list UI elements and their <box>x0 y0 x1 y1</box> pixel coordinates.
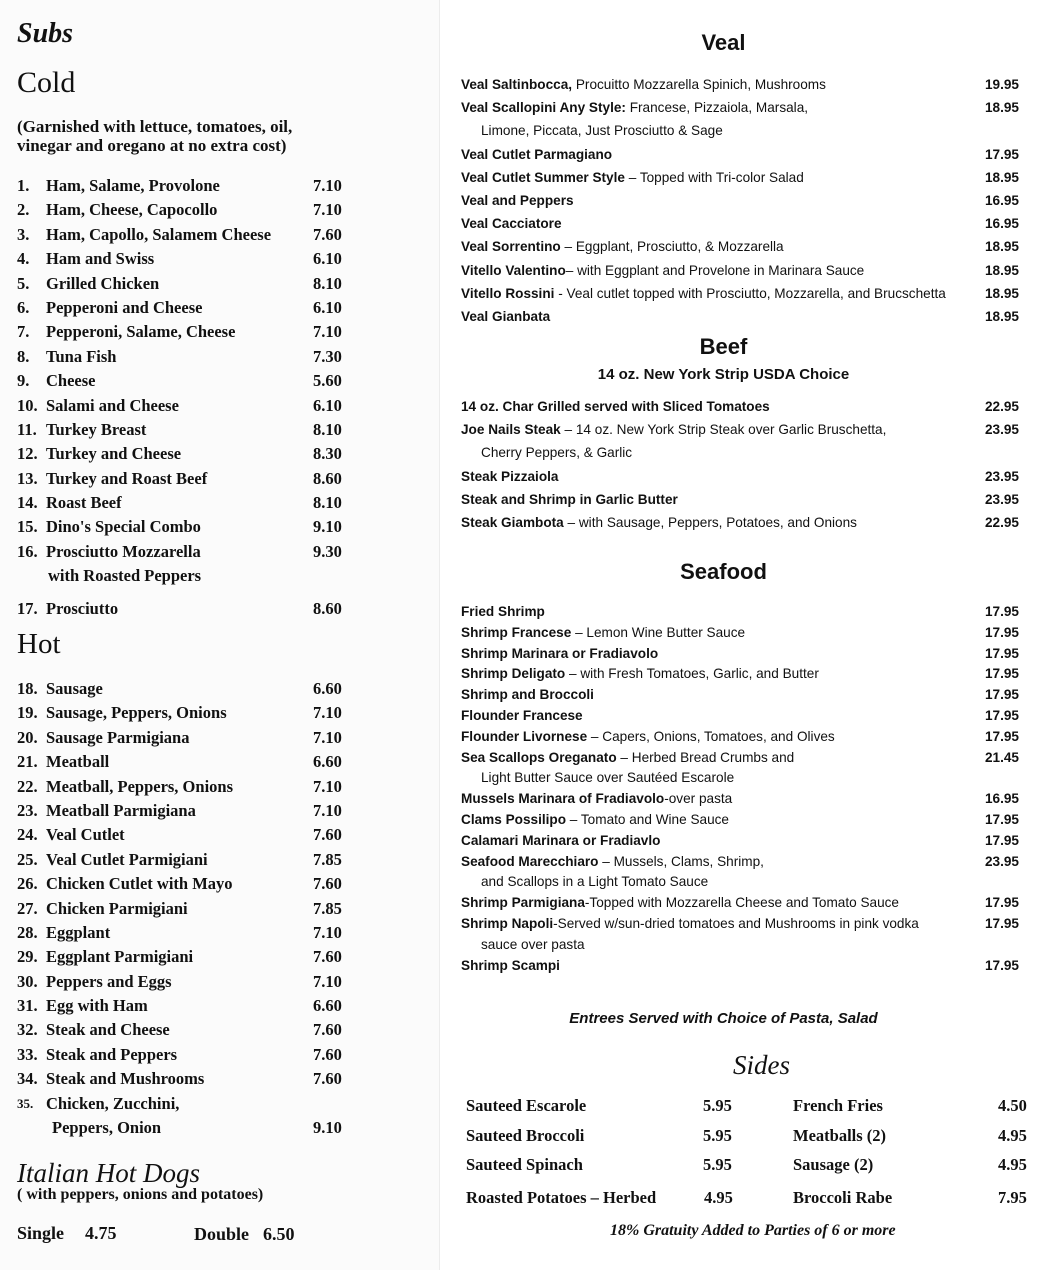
item-price: 7.10 <box>313 176 342 195</box>
item-number: 9. <box>17 371 30 391</box>
dish-name: Shrimp Marinara or Fradiavolo <box>461 645 659 661</box>
item-number: 3. <box>17 224 30 244</box>
menu-row <box>461 685 1041 706</box>
side-name: Sausage (2) <box>793 1155 874 1174</box>
dish-price: 17.95 <box>984 707 1019 723</box>
dish-name: Veal Sorrentino <box>461 239 561 255</box>
side-name: Broccoli Rabe <box>793 1188 893 1207</box>
item-number: 12. <box>17 444 38 464</box>
dish-name: Joe Nails Steak <box>461 422 561 438</box>
item-price: 8.30 <box>313 444 342 464</box>
list-item <box>17 726 357 750</box>
item-price: 7.10 <box>313 971 342 991</box>
menu-row <box>461 810 1041 831</box>
dish-description: – Eggplant, Prosciutto, & Mozzarella <box>560 239 784 255</box>
side-price: 5.95 <box>703 1155 732 1174</box>
item-number: 30. <box>17 971 38 991</box>
list-item <box>17 345 357 369</box>
dish-price: 18.95 <box>984 262 1019 278</box>
dish-name: Shrimp Francese <box>461 624 572 640</box>
veal-title: Veal <box>701 30 746 55</box>
dish-name: Mussels Marinara of Fradiavolo <box>461 791 665 807</box>
item-price: 8.10 <box>313 419 342 439</box>
dish-name: Vitello Rossini <box>461 285 555 301</box>
item-name: Ham, Capollo, Salamem Cheese <box>46 224 272 244</box>
dish-description: – 14 oz. New York Strip Steak over Garlic Bruschetta, <box>560 422 887 438</box>
dish-price: 19.95 <box>984 77 1019 92</box>
item-number: 17. <box>17 599 38 618</box>
list-item <box>17 1067 357 1091</box>
list-item <box>17 775 357 799</box>
item-number: 20. <box>17 727 38 747</box>
dish-price: 18.95 <box>984 309 1019 325</box>
list-item <box>17 945 357 969</box>
dish-price: 17.95 <box>984 811 1019 827</box>
item-name: Ham, Salame, Provolone <box>46 176 220 195</box>
dish-description-cont: Limone, Piccata, Just Prosciutto & Sage <box>481 123 723 139</box>
menu-row <box>461 259 1041 282</box>
hotdog-single-label: Single <box>17 1223 65 1243</box>
item-name: Chicken, Zucchini, <box>46 1094 180 1113</box>
item-name: Pepperoni, Salame, Cheese <box>46 322 236 342</box>
dish-description: - Veal cutlet topped with Prosciutto, Mozzarella, and Brucschetta <box>554 285 946 301</box>
menu-row <box>461 623 1041 644</box>
list-item <box>17 174 357 198</box>
item-price: 7.10 <box>313 727 342 747</box>
dish-name: Shrimp Napoli <box>461 915 554 931</box>
list-item <box>17 1043 357 1067</box>
dish-description: – Capers, Onions, Tomatoes, and Olives <box>587 728 835 744</box>
dish-price: 18.95 <box>984 285 1019 301</box>
menu-row <box>461 282 1041 305</box>
dish-price: 16.95 <box>984 216 1019 232</box>
side-price: 7.95 <box>998 1188 1027 1207</box>
menu-row <box>461 143 1041 166</box>
side-name: Sauteed Broccoli <box>466 1126 585 1145</box>
side-name: Sauteed Escarole <box>466 1096 587 1115</box>
menu-row <box>461 73 1041 96</box>
item-number: 2. <box>17 200 30 220</box>
hotdog-single-price: 4.75 <box>85 1223 117 1243</box>
item-price: 7.60 <box>313 1020 342 1040</box>
dish-name: Veal Cutlet Parmagiano <box>461 146 613 162</box>
dish-name: Steak Giambota <box>461 515 564 531</box>
item-price: 6.10 <box>313 395 342 415</box>
item-name: Eggplant Parmigiani <box>46 947 194 967</box>
item-number: 25. <box>17 849 38 869</box>
item-name: Tuna Fish <box>46 346 117 366</box>
dish-price: 18.95 <box>984 169 1019 185</box>
menu-row <box>461 189 1041 212</box>
list-item <box>17 198 357 222</box>
menu-row <box>461 831 1041 852</box>
dish-name: Shrimp and Broccoli <box>461 687 594 703</box>
list-item <box>17 442 357 466</box>
dish-price: 22.95 <box>984 399 1019 414</box>
item-name: Salami and Cheese <box>46 395 179 415</box>
item-number: 28. <box>17 922 38 942</box>
item-name: Steak and Mushrooms <box>46 1069 205 1089</box>
dish-name: Fried Shrimp <box>461 604 545 619</box>
item-number: 6. <box>17 297 30 317</box>
side-price: 4.95 <box>704 1188 733 1207</box>
menu-row <box>461 914 1041 956</box>
cold-note: (Garnished with lettuce, tomatoes, oil, vinegar and oregano at no extra cost) <box>17 117 293 155</box>
dish-name: Veal Cacciatore <box>461 216 562 232</box>
dish-name: Seafood Marecchiaro <box>461 853 599 869</box>
item-name: Prosciutto Mozzarella <box>46 542 201 561</box>
list-item <box>17 369 357 393</box>
dish-price: 17.95 <box>984 604 1019 619</box>
item-price: 7.60 <box>313 1069 342 1089</box>
item-number: 8. <box>17 346 30 366</box>
item-name: Prosciutto <box>46 599 119 618</box>
item-name: Turkey and Roast Beef <box>46 468 208 488</box>
dish-description: -Served w/sun-dried tomatoes and Mushrooms in pink vodka <box>553 915 919 931</box>
dish-description: – Topped with Tri-color Salad <box>624 169 804 185</box>
dish-name: Shrimp Parmigiana <box>461 895 585 911</box>
list-item <box>17 799 357 823</box>
dish-description: – with Sausage, Peppers, Potatoes, and Onions <box>563 515 857 531</box>
hotdogs-note: ( with peppers, onions and potatoes) <box>17 1186 264 1203</box>
item-price: 7.85 <box>313 898 342 918</box>
side-name: Roasted Potatoes – Herbed <box>466 1188 657 1207</box>
item-price: 8.10 <box>313 273 342 293</box>
list-item <box>17 597 357 621</box>
hot-sub-list <box>17 677 357 1092</box>
dish-price: 23.95 <box>984 468 1019 484</box>
menu-row <box>461 852 1041 894</box>
dish-price: 23.95 <box>984 853 1019 869</box>
dish-price: 22.95 <box>984 515 1019 531</box>
entrees-column <box>441 0 1056 1270</box>
list-item <box>17 750 357 774</box>
menu-row <box>461 727 1041 748</box>
item-name: Roast Beef <box>46 493 122 513</box>
dish-description-cont: Light Butter Sauce over Sautéed Escarole <box>481 770 735 786</box>
entrees-note: Entrees Served with Choice of Pasta, Salad <box>569 1010 878 1027</box>
item-number: 23. <box>17 800 38 820</box>
list-item <box>17 897 357 921</box>
item-number: 1. <box>17 176 30 195</box>
item-number: 31. <box>17 996 38 1016</box>
dish-price: 18.95 <box>984 239 1019 255</box>
dish-name: Veal and Peppers <box>461 193 574 209</box>
item-price: 7.10 <box>313 776 342 796</box>
dish-price: 17.95 <box>984 728 1019 744</box>
list-item <box>17 491 357 515</box>
item-name: Ham and Swiss <box>46 249 155 269</box>
item-price: 7.10 <box>313 703 342 723</box>
list-item <box>17 872 357 896</box>
item-name: Sausage Parmigiana <box>46 727 190 747</box>
menu-row <box>461 166 1041 189</box>
dish-price: 21.45 <box>984 749 1019 765</box>
list-item <box>17 223 357 247</box>
dish-name: Veal Gianbata <box>461 309 551 325</box>
menu-row <box>461 956 1041 977</box>
dish-price: 23.95 <box>984 491 1019 507</box>
item-name: Steak and Cheese <box>46 1020 170 1040</box>
menu-row <box>461 465 1041 488</box>
item-name: Chicken Parmigiani <box>46 898 188 918</box>
item-number: 32. <box>17 1020 38 1040</box>
seafood-title: Seafood <box>680 559 767 584</box>
item-price: 7.60 <box>313 825 342 845</box>
dish-name: Steak and Shrimp in Garlic Butter <box>461 491 678 507</box>
item-number: 29. <box>17 947 38 967</box>
side-price: 4.50 <box>998 1096 1027 1115</box>
dish-name: Vitello Valentino <box>461 262 566 278</box>
veal-list <box>461 73 1041 328</box>
menu-row <box>461 395 1041 418</box>
beef-list <box>461 395 1041 534</box>
dish-price: 17.95 <box>984 687 1019 703</box>
list-item <box>17 515 357 539</box>
item-number: 26. <box>17 874 38 894</box>
item-number: 13. <box>17 468 38 488</box>
dish-description-cont: sauce over pasta <box>481 936 585 952</box>
dish-description: – Tomato and Wine Sauce <box>566 811 729 827</box>
item-number: 35. <box>17 1096 34 1111</box>
list-item <box>17 247 357 271</box>
dish-description-cont: Cherry Peppers, & Garlic <box>481 445 633 461</box>
dish-price: 17.95 <box>984 957 1019 973</box>
dish-price: 16.95 <box>984 193 1019 209</box>
item-price: 6.10 <box>313 297 342 317</box>
item-number: 5. <box>17 273 30 293</box>
item-17 <box>17 597 357 621</box>
menu-row <box>461 789 1041 810</box>
item-price: 5.60 <box>313 371 342 391</box>
item-price: 7.60 <box>313 1044 342 1064</box>
subs-title: Subs <box>17 18 74 49</box>
cold-title: Cold <box>17 66 76 99</box>
menu-row <box>461 235 1041 258</box>
item-name: Chicken Cutlet with Mayo <box>46 874 233 894</box>
dish-description: Procuitto Mozzarella Spinich, Mushrooms <box>572 77 826 92</box>
list-item <box>17 970 357 994</box>
dish-price: 17.95 <box>984 146 1019 162</box>
item-name: Sausage, Peppers, Onions <box>46 703 227 723</box>
subs-column <box>0 0 440 1270</box>
item-number: 21. <box>17 752 38 772</box>
dish-price: 17.95 <box>984 666 1019 682</box>
item-number: 14. <box>17 493 38 513</box>
dish-description: Francese, Pizzaiola, Marsala, <box>625 100 809 116</box>
item-name-cont: with Roasted Peppers <box>48 566 202 585</box>
item-name: Veal Cutlet <box>46 825 125 845</box>
menu-row <box>461 706 1041 727</box>
item-name: Meatball Parmigiana <box>46 800 196 820</box>
menu-row <box>461 418 1041 464</box>
list-item <box>17 418 357 442</box>
list-item <box>17 848 357 872</box>
dish-description: – Herbed Bread Crumbs and <box>616 749 795 765</box>
item-number: 19. <box>17 703 38 723</box>
item-price: 7.60 <box>313 224 342 244</box>
side-name: Meatballs (2) <box>793 1126 887 1145</box>
list-item <box>17 1092 357 1141</box>
item-price: 7.10 <box>313 922 342 942</box>
item-name: Veal Cutlet Parmigiani <box>46 849 208 869</box>
seafood-list <box>461 602 1041 976</box>
list-item <box>17 1018 357 1042</box>
menu-row <box>461 212 1041 235</box>
list-item <box>17 823 357 847</box>
dish-name: Flounder Francese <box>461 707 583 723</box>
item-number: 15. <box>17 517 38 537</box>
item-price: 7.60 <box>313 947 342 967</box>
beef-title: Beef <box>699 334 748 359</box>
item-number: 11. <box>17 419 37 439</box>
item-price: 6.10 <box>313 249 342 269</box>
dish-price: 17.95 <box>984 645 1019 661</box>
dish-price: 17.95 <box>984 895 1019 911</box>
item-price: 7.10 <box>313 200 342 220</box>
menu-row <box>461 488 1041 511</box>
hotdogs-title: Italian Hot Dogs <box>17 1158 201 1188</box>
item-name: Pepperoni and Cheese <box>46 297 203 317</box>
item-price: 8.60 <box>313 599 342 618</box>
dish-price: 17.95 <box>984 915 1019 931</box>
side-price: 4.95 <box>998 1126 1027 1145</box>
gratuity-note: 18% Gratuity Added to Parties of 6 or more <box>610 1222 896 1239</box>
list-item <box>17 296 357 320</box>
menu-row <box>461 748 1041 790</box>
item-price: 8.60 <box>313 468 342 488</box>
dish-price: 18.95 <box>984 100 1019 116</box>
side-name: Sauteed Spinach <box>466 1155 583 1174</box>
list-item <box>17 272 357 296</box>
dish-price: 16.95 <box>984 791 1019 807</box>
item-35 <box>17 1092 357 1141</box>
dish-name: 14 oz. Char Grilled served with Sliced Tomatoes <box>461 399 770 414</box>
item-price: 7.60 <box>313 874 342 894</box>
item-price: 7.85 <box>313 849 342 869</box>
dish-name: Clams Possilipo <box>461 811 567 827</box>
list-item <box>17 994 357 1018</box>
dish-description: – Mussels, Clams, Shrimp, <box>598 853 764 869</box>
item-number: 27. <box>17 898 38 918</box>
item-number: 33. <box>17 1044 38 1064</box>
item-name: Peppers and Eggs <box>46 971 172 991</box>
dish-description-cont: and Scallops in a Light Tomato Sauce <box>481 874 709 890</box>
dish-name: Sea Scallops Oreganato <box>461 749 617 765</box>
item-name: Eggplant <box>46 922 111 942</box>
item-number: 7. <box>17 322 30 342</box>
dish-name: Calamari Marinara or Fradiavlo <box>461 832 661 848</box>
item-price: 9.30 <box>313 542 342 561</box>
side-price: 4.95 <box>998 1155 1027 1174</box>
item-name: Turkey Breast <box>46 419 147 439</box>
item-name: Egg with Ham <box>46 996 148 1016</box>
dish-name: Shrimp Scampi <box>461 957 560 973</box>
dish-name: Veal Cutlet Summer Style <box>461 169 625 185</box>
item-name-cont: Peppers, Onion <box>52 1118 162 1137</box>
side-price: 5.95 <box>703 1126 732 1145</box>
hot-title: Hot <box>17 628 61 660</box>
item-name: Sausage <box>46 679 103 698</box>
menu-row <box>461 96 1041 142</box>
menu-row <box>461 511 1041 534</box>
beef-subtitle: 14 oz. New York Strip USDA Choice <box>597 366 850 383</box>
item-price: 7.30 <box>313 346 342 366</box>
item-price: 9.10 <box>313 517 342 537</box>
dish-name: Steak Pizzaiola <box>461 468 559 484</box>
side-name: French Fries <box>793 1096 883 1115</box>
item-name: Meatball <box>46 752 110 772</box>
item-price: 7.10 <box>313 800 342 820</box>
item-name: Steak and Peppers <box>46 1044 178 1064</box>
list-item <box>17 320 357 344</box>
item-name: Meatball, Peppers, Onions <box>46 776 234 796</box>
item-price: 6.60 <box>313 752 342 772</box>
item-number: 18. <box>17 679 38 698</box>
item-name: Ham, Cheese, Capocollo <box>46 200 218 220</box>
item-price: 8.10 <box>313 493 342 513</box>
item-name: Turkey and Cheese <box>46 444 182 464</box>
item-number: 24. <box>17 825 38 845</box>
item-number: 34. <box>17 1069 38 1089</box>
item-price: 9.10 <box>313 1118 342 1137</box>
dish-description: – Lemon Wine Butter Sauce <box>571 624 746 640</box>
item-number: 22. <box>17 776 38 796</box>
dish-name: Veal Saltinbocca, <box>461 77 573 92</box>
list-item <box>17 677 357 701</box>
dish-price: 17.95 <box>984 832 1019 848</box>
dish-description: – with Fresh Tomatoes, Garlic, and Butter <box>565 666 819 682</box>
item-number: 16. <box>17 542 38 561</box>
item-price: 7.10 <box>313 322 342 342</box>
dish-name: Veal Scallopini Any Style: <box>461 100 626 116</box>
list-item <box>17 921 357 945</box>
menu-row <box>461 644 1041 665</box>
item-number: 4. <box>17 249 30 269</box>
item-price: 6.60 <box>313 679 342 698</box>
dish-description: -Topped with Mozzarella Cheese and Tomato Sauce <box>584 895 899 911</box>
list-item <box>17 701 357 725</box>
menu-row <box>461 893 1041 914</box>
dish-name: Shrimp Deligato <box>461 666 566 682</box>
menu-row <box>461 602 1041 623</box>
item-name: Dino's Special Combo <box>46 517 201 537</box>
dish-price: 23.95 <box>984 422 1019 438</box>
dish-description: – with Eggplant and Provelone in Marinara Sauce <box>565 262 865 278</box>
item-name: Grilled Chicken <box>46 273 160 293</box>
item-number: 10. <box>17 395 38 415</box>
list-item <box>17 540 357 589</box>
side-price: 5.95 <box>703 1096 732 1115</box>
dish-name: Flounder Livornese <box>461 728 588 744</box>
dish-description: -over pasta <box>664 791 733 807</box>
menu-row <box>461 305 1041 328</box>
item-name: Cheese <box>46 371 96 391</box>
list-item <box>17 394 357 418</box>
cold-sub-list <box>17 174 357 540</box>
item-16 <box>17 540 357 589</box>
dish-price: 17.95 <box>984 624 1019 640</box>
list-item <box>17 467 357 491</box>
hotdog-double-label: Double <box>194 1224 250 1244</box>
sides-title: Sides <box>733 1050 790 1080</box>
menu-row <box>461 664 1041 685</box>
hotdog-double-price: 6.50 <box>263 1224 295 1244</box>
item-price: 6.60 <box>313 996 342 1016</box>
